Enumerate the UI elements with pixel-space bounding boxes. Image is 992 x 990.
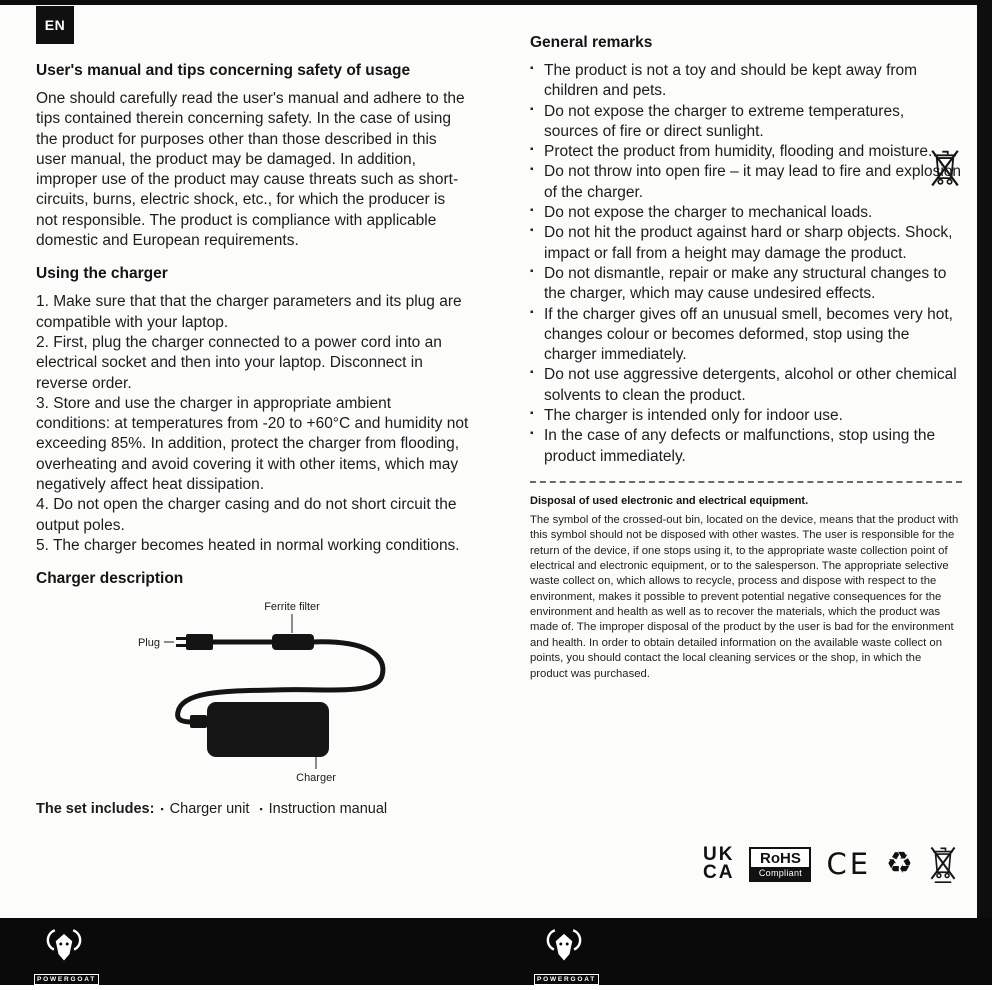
bottom-edge <box>0 985 992 990</box>
remark-text: Do not expose the charger to mechanical loads. <box>544 204 873 222</box>
heading-general-remarks: General remarks <box>530 34 653 51</box>
remark-text: Do not hit the product against hard or sharp objects. Shock, impact or fall from a height may damage the product. <box>544 224 953 262</box>
language-badge: EN <box>36 6 74 44</box>
ce-mark: CE <box>826 847 872 881</box>
dashed-divider <box>530 481 962 483</box>
remark-text: If the charger gives off an unusual smell, becomes very hot, changes colour or becomes deformed, stop using the charger immediately. <box>544 305 953 364</box>
remark-text: The charger is intended only for indoor use. <box>544 407 843 425</box>
remark-item <box>530 203 962 223</box>
crossed-out-bin-icon <box>928 148 962 190</box>
using-step: 3. Store and use the charger in appropriate ambient conditions: at temperatures from -20 to +60°C and humidity not exceeding 85%. In addition, protect the charger from flooding, overheating and avoid covering it with other items, which may negatively affect heat dissipation. <box>36 394 469 494</box>
disposal-heading: Disposal of used electronic and electrical equipment. <box>530 494 809 507</box>
using-step: 5. The charger becomes heated in normal working conditions. <box>36 536 460 554</box>
remark-text: Do not throw into open fire – it may lead to fire and explosion of the charger. <box>544 163 962 201</box>
remark-item <box>530 305 962 366</box>
goat-emblem-icon <box>542 925 586 963</box>
heading-safety: User's manual and tips concerning safety of usage <box>36 62 411 79</box>
remark-item <box>530 426 962 467</box>
remark-item <box>530 61 962 102</box>
using-step: 2. First, plug the charger connected to a power cord into an electrical socket and then into your laptop. Disconnect in reverse order. <box>36 333 442 392</box>
charger-brick <box>207 702 329 757</box>
rohs-compliant-label: Compliant <box>751 867 809 880</box>
remark-item <box>530 365 962 406</box>
ukca-bottom: CA <box>703 862 735 883</box>
remark-item <box>530 162 962 203</box>
weee-crossed-out-bin-icon <box>928 845 958 883</box>
ukca-mark <box>703 843 735 883</box>
heading-charger-description: Charger description <box>36 570 184 588</box>
charger-diagram <box>64 597 464 785</box>
right-edge-strip <box>977 0 992 925</box>
remark-item <box>530 102 962 143</box>
recycle-icon: ♻ <box>886 846 913 881</box>
using-step: 4. Do not open the charger casing and do not short circuit the output poles. <box>36 496 457 534</box>
brand-logo <box>534 925 597 986</box>
remark-text: Protect the product from humidity, flooding and moisture. <box>544 143 933 161</box>
safety-paragraph: One should carefully read the user's manual and adhere to the tips contained therein concerning safety. In the case of using the product for purposes other than those described in this user manual, the product may be damaged. In addition, improper use of the product may cause threats such as short-circuits, burns, electric shock, etc., for which the producer is not responsible. The product is compliance with applicable domestic and European requirements. <box>36 90 465 250</box>
plug-prong <box>176 637 187 640</box>
general-remarks-list <box>530 61 962 467</box>
compliance-marks <box>703 845 958 883</box>
footer-bar <box>0 918 992 985</box>
plug-connector <box>186 634 213 650</box>
set-item: ▪ Instruction manual <box>259 801 387 817</box>
brand-name: POWERGOAT <box>534 974 599 985</box>
top-edge-strip <box>0 0 992 5</box>
set-includes-label: The set includes: <box>36 801 155 818</box>
remark-text: Do not use aggressive detergents, alcohol or other chemical solvents to clean the product. <box>544 366 957 404</box>
diagram-label-charger: Charger <box>296 772 336 785</box>
remark-text: Do not expose the charger to extreme temperatures, sources of fire or direct sunlight. <box>544 102 905 140</box>
remark-text: In the case of any defects or malfunctions, stop using the product immediately. <box>544 427 936 465</box>
set-includes-line <box>36 801 469 817</box>
remark-item <box>530 264 962 305</box>
disposal-body: The symbol of the crossed-out bin, located on the device, means that the product with this symbol should not be disposed with other wastes. The user is responsible for the return of the device, if one stops using it, to the appropriate waste collection point of electrical and electronic equipment, or to the salesperson. The appropriate selective waste collect on, which allows to recycle, process and dispose with respect to the environment, makes it possible to prevent potential negative consequences for the environment and health as well as to recover the materials, which the product was made of. The improper disposal of the product by the user is bad for the environment and health. In order to obtain detailed information on the available waste collect on points, you should contact the local cleaning services or the shop, in which the product was purchased. <box>530 513 959 680</box>
diagram-label-plug: Plug <box>137 637 160 650</box>
brand-logo <box>34 925 97 986</box>
left-column <box>36 62 469 817</box>
remark-text: Do not dismantle, repair or make any structural changes to the charger, which may cause undesired effects. <box>544 264 947 303</box>
dc-connector <box>190 715 207 728</box>
heading-using-charger: Using the charger <box>36 265 168 283</box>
ukca-top: UK <box>703 843 735 865</box>
remark-text: The product is not a toy and should be kept away from children and pets. <box>544 62 918 100</box>
rohs-mark <box>749 847 811 882</box>
ferrite-filter <box>272 634 314 650</box>
set-item: ▪ Charger unit <box>160 801 249 817</box>
remark-item <box>530 406 962 426</box>
remark-item <box>530 223 962 264</box>
goat-emblem-icon <box>42 925 86 963</box>
brand-name: POWERGOAT <box>34 974 99 985</box>
rohs-title: RoHS <box>760 849 801 867</box>
plug-prong <box>176 644 187 647</box>
diagram-label-ferrite: Ferrite filter <box>264 601 320 614</box>
right-column <box>530 34 962 682</box>
using-step: 1. Make sure that that the charger parameters and its plug are compatible with your laptop. <box>36 293 462 331</box>
remark-item <box>530 142 962 162</box>
